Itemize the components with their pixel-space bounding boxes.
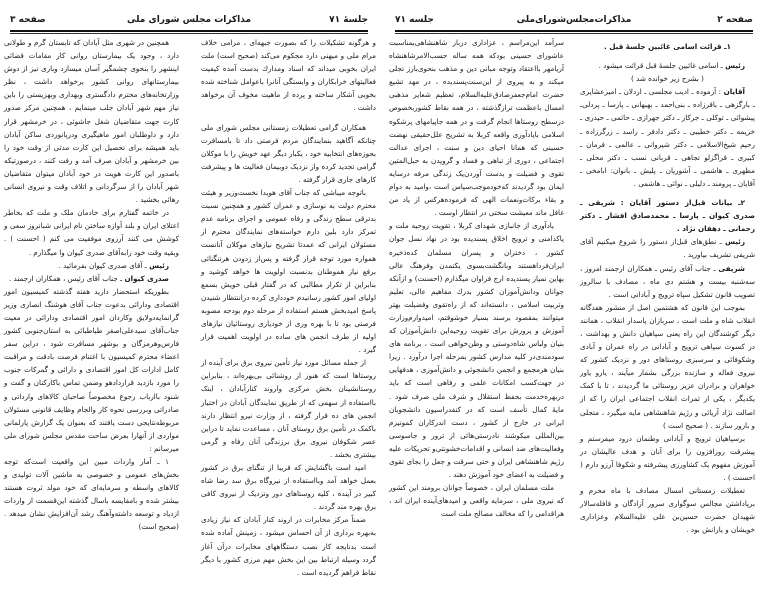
paragraph: همکاران گرامی تعطیلات زمستانی مجلس شورای ملی چنانکه آگاهید بنمایندگان مردم فرصتی داد تا بامسافرت بحوزه‌های انتخابیه خود ، یکبار دیگر عهد خویش را با موکلان گرامی تجدید کرده واز نزدیک دوبیمان فعالیت ها و پیشرفت کارهای جاری قرار گرفته . <box>201 122 376 184</box>
session-number: جلسهٔ ۷۱ <box>329 15 368 25</box>
paragraph: رئیس ـ نطق‌های قبل‌از دستور را شروع میکنیم آقای شریفی تشریف بیاورید . <box>580 237 755 260</box>
speaker-line: رئیس ـ اسامی غائبین جلسهٔ قبل قرائت میشود . <box>598 61 745 71</box>
paragraph: سرآمد این‌مراسم ، عزاداری دربار شاهنشاهی‌بمناسبت عاشورای حسینی بودکه همه ساله حسب‌الامرشاهنشاه آریامهر بااعتقاد وتوجه مبانی دین و مذهب بنحوی‌بارز تجلی میکند و به پیروی از این‌سنت‌پسندیده ، در مهد تشیع حضرت امام‌جعفرصادق‌علیه‌السلام، تعظیم شعایر مذهبی امسال باعظمت ترازگذشته ، در همه نقاط کشوربخصوص درسطح روستاها انجام گرفت و در همه جاپیامهای پرشکوه اسلامی بایادآوری واقعه کربلا به تشریح علل‌حقیقی نهضت حسینی که همانا احیای دین و سنت ، اجرای عدالت اجتماعی ، دوری از تباهی و فساد و گرویدن به حبل‌المتین تقوی و فضیلت و بدست آوردن‌یک زندگی مرفه درسایه ایمان بود گردیدند که‌خودموجب‌سپاس است ،وامید به دوام و بقاء برکات‌ونعمات الهی که فرموده‌هرکس از یاد من غافل ماند معیشت سختی در انتظار اوست . <box>389 38 564 218</box>
paragraph: تعطیلات زمستانی امسال مصادف با ماه محرم و برپاداشتن مجالس سوگواری سرور آزادگان و قافله‌سالار شهیدان حضرت حسین‌بن علی علیه‌السلام وعزاداری خویشان و یارانش بود . <box>580 486 755 535</box>
note: ( بشرح زیر خوانده شد ) <box>631 74 704 84</box>
paragraph: برسپاهیان ترویج و آبادانی وطنمان درود میفرستم و پیشرفت روزافزون را برای آنان و هدف عالیشان در آموزش مفهوم یک کشاورزی پیشرفته و شکوفا آرزو دارم ( احسنت ) . <box>580 433 755 482</box>
paragraph: یادآوری از جانبازی شهدای کربلا ، تقویت روحیه ملت و پاکدامنی و ترویج اخلاق پسندیده بود در نهاد نسل جوان کشور ، دختران و پسران مسلمان کده‌ذخیره ایران‌فرداهستند وبانگشت‌بسوی یکتمدن وفرهنگ عالی بهاین نمیاز پسندیده ارج فراوان میگذارم (احسنت) و ازآنکه جوانان ودانش‌آموزان کشور بدرك مفاهیم عالی، تعلیم وتربیت اسلامی ، دانسته‌اند که از راه‌تقوی وفضیلت بهتر میتوانند بمقصود برسند بسیار خوشوقتم، امیدوارم‌وزارت آموزش و پرورش برای تقویت روحیه‌این دانش‌آموزان که بنیان ولباس شاه‌دوستی و وطن‌خواهی است ، برنامه های سودمندی‌در کلیه مدارس کشور بمرحله اجرا درآورد . زیرا بنیان هرمجمع و انجمن دانشجوئی و دانش‌آموزی ، هدفهایی در جهت‌کسب امکانات علمی و رفاهی است که باید دربهره‌خدمت بحفظ استقلال و شرف ملی صرف شود . مایهٔ کمال تأسف است که در کنفدراسیون دانشجویان ایرانی در خارج از کشور ، دست اندرکاران کمونیزم بین‌المللی میکوشند نادرستی‌هائی از ترور و جاسوسی وفعالیت‌های ضد انسانی و اقدامات‌خشونتی‌و تحریکات علیه رژیم شاهنشاهی ایران و حتی سرقت و جعل را بجای تقوی و فضیلت به اعضای خود آموزش دهند . <box>389 221 564 480</box>
journal-title: مذاکرات مجلس شورای ملی <box>126 15 252 25</box>
left-page-right-column <box>201 36 376 579</box>
page-number: صفحه ۳ <box>10 15 46 25</box>
absentee-list: آقایان : آزموده ـ ادیب مجلسی ـ اردلان ـ امیرعشایری ـ بارگزهی ـ باقرزاده ـ بنی‌احمد ـ بهبهانی ـ پارسا ـ پردلی‌ـ پیشوائی ـ توکلی ـ جرکاز ـ دکتر جهرازی ـ حائمی ـ حیدری ـ خزیمه ـ دکتر خطیبی ـ دکتر دادفر ـ راسد ـ زرگرزاده ـ رحیم شیخ‌الاسلامی ـ دکتر شیروانی ـ عالمی ـ فرمان ـ کبیری ـ قراگزلو تجاهی ـ قربانی نسب ـ دکتر محلی ـ مظهری ـ هاشمی ـ آشوریان ـ پلیش ـ بانوان: ابامخی ـ آقایان ـ پرومند ـ دلیلی ـ نوائی ـ هاشمی . <box>580 87 755 188</box>
paragraph: از جمله مسائل مورد نیاز تأمین نیروی برق برای آینده از روستاها است که هنوز از روشنائی بی‌بهره‌اند ، بنابراین روستانشینان بخش مرکزی واروند کنارآبادان ، اینک بااستفاده از سهمی که از طریق نمایندگان آبادان در اختیار انجمن های ده قرار گرفته ، از وزارت نیرو انتظار دارند باکمک در تأمین برق روستای آنان ، مساعدت نماید تا دراین عصر شکوفان نیروی برق برزندگی آنان رفاه و گرمی بیشتری بخشد . <box>201 358 376 459</box>
header-rule <box>10 30 368 32</box>
section-heading: ۱ـ قرائت اسامی غائبین جلسهٔ قبل . <box>604 42 731 51</box>
session-number: جلسه ۷۱ <box>395 15 434 25</box>
right-page-right-column <box>580 36 755 536</box>
journal-title: مذاکرات‌مجلس‌شورای‌ملی <box>516 15 632 25</box>
header-rule <box>395 30 753 32</box>
left-page-left-column <box>4 36 179 534</box>
header-rule-thin <box>395 33 753 34</box>
paragraph: امید است باگشایش که قریبا از تنگنای برق در کشور بعمل خواهد آمد وبااستفاده از نیروگاه برق سد رضا شاه کبیر در آینده ، کلیه روستاهای دور ونزدیک از نیروی کافی برق بهره مند گردند . <box>201 463 376 512</box>
paragraph: بموجب این قانون که هشتمین اصل از منشور هفدگانه انقلاب شاه و ملت است ، سربازان پاسدار انقلاب ، همانند دیگر کوشندگان این راه یعنی سپاهیان دانش و بهداشت ، در کسوت سپاهی ترویج و آبادانی در راه عمران و آبادی وشکوفائی و سرسبزی روستاهای دور و نزدیک کشور که نیروی فعاله و سازنده بزرگی بشمار میآیند ، یارو یاور خواهران و برادران عزیز روستائی ما گردیدند ، تا با کمک یکدیگر ، یکی از ثمرات انقلاب اجتماعی ایران را که از اصالت نژاد آریائی و رژیم شاهنشاهی مایه میگیرد ، متجلی و بارور سازند . ( صحیح است ) <box>580 302 755 430</box>
page-number: صفحه ۲ <box>717 15 753 25</box>
header-rule-thin <box>10 33 368 34</box>
paragraph: در خاتمه گفتارم برای خادمان ملک و ملت که بخاطر اعتلای ایران و بلند آوازه ساختن نام ایرانی شبانروز سعی و کوشش می کنند آرزوی موفقیت می کنم ( احسنت ) . وبقیه وقت خود رابه‌آقای صدری کیوان وا میگذارم . <box>4 208 179 257</box>
paragraph: ملت مسلمان ایران ، خصوصاً جوانان برومند این کشور که نیروی ملی ، سرمایه واقعی و امیدهای‌آینده ایران اند ، هراقدامی را که مخالف مصالح ملت است <box>389 483 564 519</box>
right-page-header <box>395 15 753 29</box>
left-page-header <box>10 15 368 29</box>
paragraph: بطوریکه استحضار دارید هفته گذشته کمیسیون امور اقتصادی ودارائی بدعوت جناب آقای هوشنگ انصاری وزیر گرانمایه‌دولایق وکاردان امور اقتصادی ودارائی در معیت جناب‌آقای سیدعلی‌اصغر طباطبائی به استان‌جنوبی کشور فارس‌وهرمزگان و بوشهر مسافرت شود ، دراین سفر اعضاء محترم کمیسیون با اغتنام فرصت بادقت و مراقبت کامل ادارات کل امور اقتصادی و دارائی و گمرکات جنوب را مورد بازدید قراردادهو وضمن تماس باکارکنان و گفت و شنود باارباب رجوع مخصوصاً صاحبان کالاهای وارداتی و صادراتی وبررسی نحوه کار والجام وظایف قانونی مسئولان مربوطه‌نتایجی دست یافتند که بعنوان یک گزارش پارلمانی مواردی از آنهارا بعرض ساحت مقدس مجلس شورای ملی میرسانم : <box>4 286 179 453</box>
paragraph: همچنین در شهری مثل آبادان که تابستان گرم و طولانی دارد ، وجود یک بیمارستان روانی کار مقامات قضائی اینشهر را بنحوی چشمگیر آسان میسازد وباری نیز از دوش بیمارستانهای روانی کشور برخواهد داشت ، نظر وزارتخانه‌های محترم دادگستری وبهداری وبهزیستی را باین نیاز مهم شهر آبادان جلب مینمایم ، همچنین مرکز صدور کارت جهت متقاضیان شغل جاشوئی ، در خرمشهر قرار دارد و داوطلبان امور ماهیگیری ودریانوردی ساکن آبادان باید همیشه برای تحصیل این کارت مدتی از وقت خود را بین خرمشهر و آبادان صرف آمد و رفت کنند ، درصورتیکه باصدور این کارت هویت در خود آبادان میتوان متقاضیان شهر آبادان را از سرگردانی و اتلاف وقت و نیروی انسانی رهائی بخشید . <box>4 38 179 205</box>
section-heading: ۲ـ بیانات قبل‌از دستور آقایان : شریفی ـ صدری کیوان ـ پارسا ـ محمدصادق افشار ـ دکتر رحمانی ـ دهقان نژاد . <box>580 198 755 234</box>
speaker-line: رئیس ـ آقای صدری کیوان بفرمائید . <box>58 260 169 270</box>
paragraph: و هرگونه تشکیلات را که بصورت جبهه‌ای ، مرامی خلاف مرام ملی و میهنی دارد محکوم می‌کند (صحیح است) ملت ایران بخوبی میداند که اسناد ومدارك بدست آمده کیفیت فعالیتهای خرابکاران و وابستگی آنانرا باعوامل شناخته شده بخوبی آشکار ساخته و پرده از ماهیت مخوف آن برخواهد داشت . <box>201 38 376 113</box>
speaker-line: صدری کیوان ـ جناب آقای رئیس ، همکاران ارجمند . <box>8 273 169 283</box>
paragraph: باتوجه میباشی که جناب آقای هویدا نخست‌وزیر و هیئت محترم دولت به نوسازی و عمران کشور و همچنین نسبت بدترقی سطح زندگی و رفاه عمومی و اجرای برنامه عدم تمرکز دارد بلین دارم خواسته‌های نمایندگان محترم از مسئولان ایرانی که عمدتا تشریح نیازهای موکلان آنانست همواره مورد توجه قرار گرفته و پس‌از زدودن هرتنگنائی برفع نیاز هموطنان بدنسبت اولویت ها خواهد کوشید و بنابراین از تکرار مطالبی که در گفتار قبلی خویش بسمع اولیای امور کشور رسانیدم خودداری کرده دراننتظار شنیدن پاسخ امیدبخش هستم استفاده از مرحله دوم بودجه مصوبه فرصتی بود تا با بهره وری از خودیاری روستائیان نیازهای اولیه از طرف انجمن های ساده در اولویت اهمیت قرار گیرد . <box>201 188 376 355</box>
right-page-left-column <box>389 36 564 520</box>
paragraph: ۱ ـ آمار واردات مبین این واقعیت است‌که توجه بخش‌های عمومی و خصوصی به ماشین آلات تولیدی و کالاهای واسطه و سرمایه‌ای که خود مولد ثروت هستند بیشتر شده و بامقایسه باسال گذشته این‌قسمت از واردات ازدیاد و توسعه داشته‌وآهنگ رشد آن‌افزایش نشان میدهد . (صحیح است) <box>4 457 179 532</box>
right-page <box>385 0 763 599</box>
left-page <box>0 0 378 599</box>
paragraph: شریفی ـ جناب آقای رئیس ـ همکاران ارجمند امروز ، سه‌شنبه بیست و هشتم دی ماه ، مصادف با سالروز تصویب قانون تشکیل سپاه ترویج و آبادانی است . <box>580 263 755 299</box>
paragraph: ضمناً مرکز مخابرات در اروند کنار آبادان که نیاز زیادی به‌بهره برداری از آن احساس میشود ، زمینش آماده شده است بدنایجه کار نصب دستگاههای مخابرات درآن آغاز گردد وسیله ارتباط بین این بخش مهم مرزی کشور با دیگر نقاط فراهم گردیده است . <box>201 515 376 577</box>
